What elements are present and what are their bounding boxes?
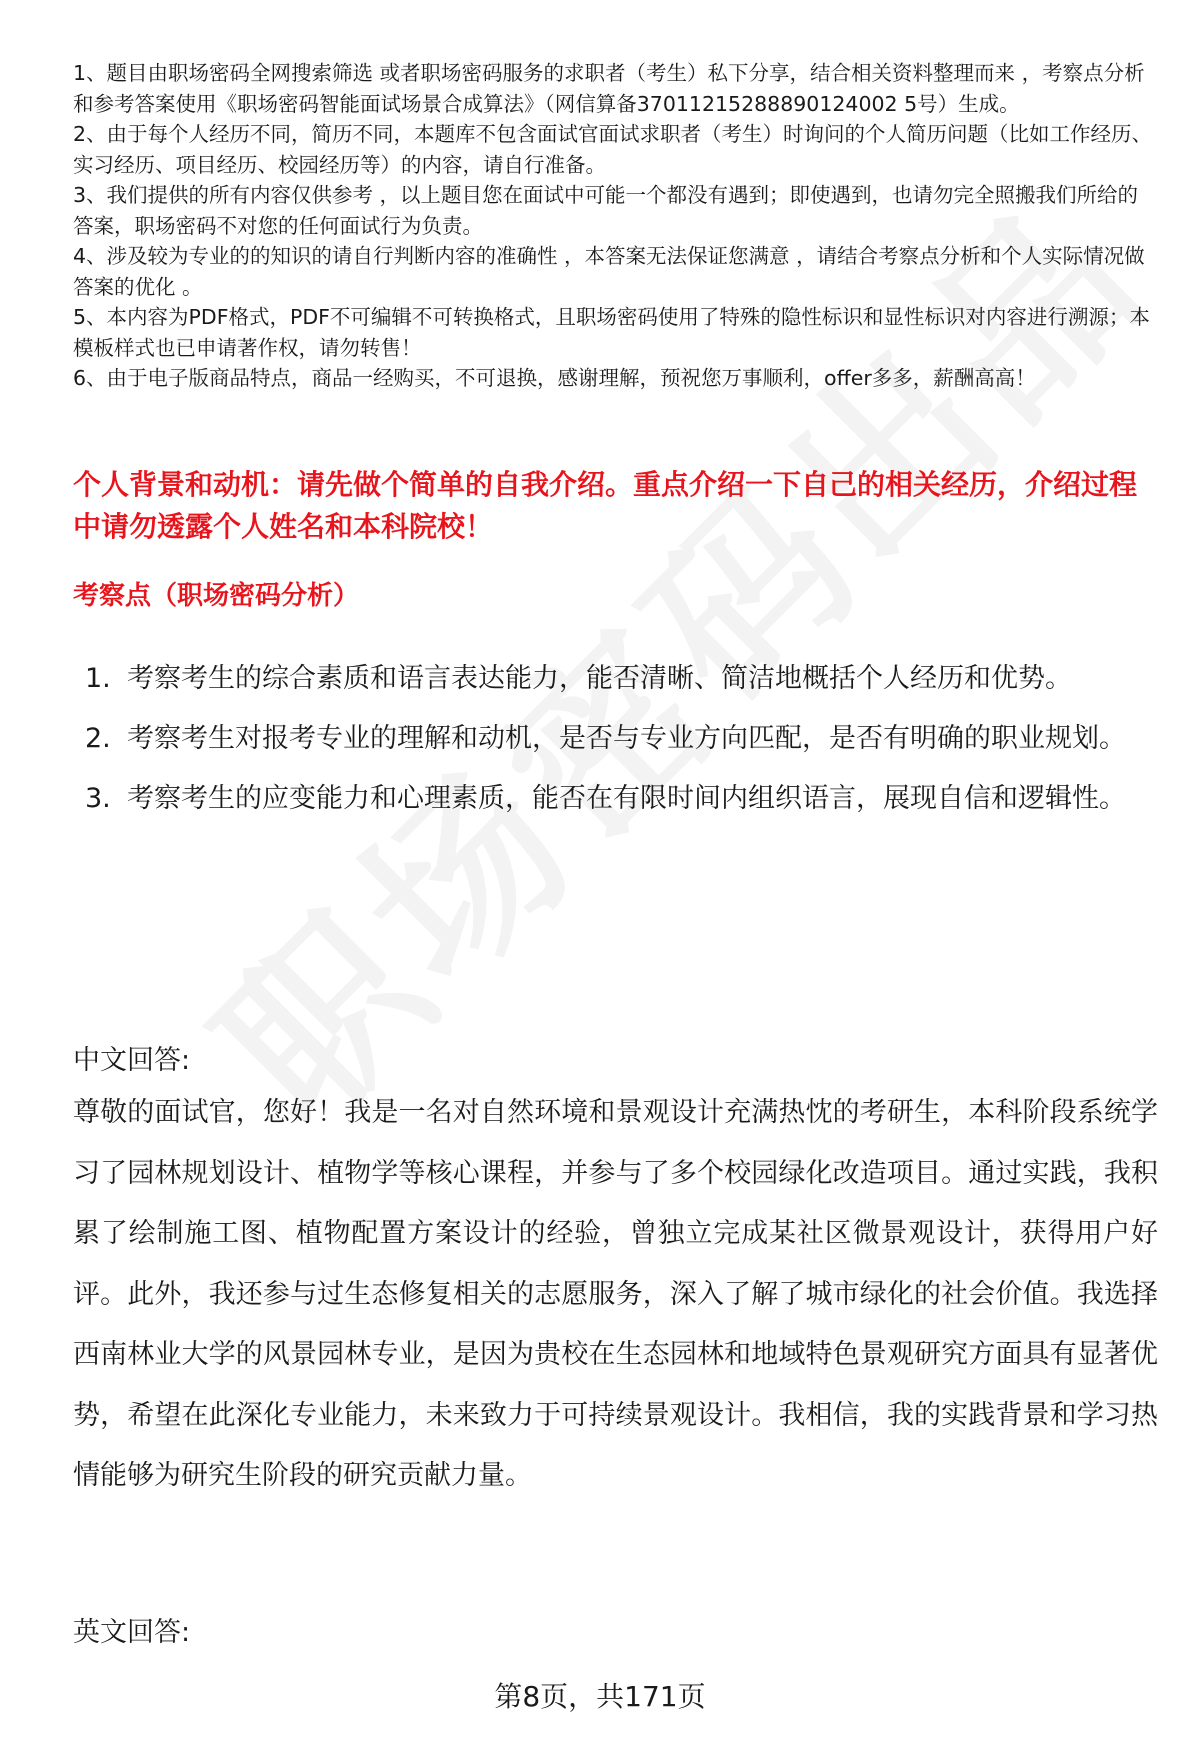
list-item — [73, 709, 1153, 769]
list-text: 考察考生的综合素质和语言表达能力，能否清晰、简洁地概括个人经历和优势。 — [127, 663, 1072, 694]
interview-question: 个人背景和动机：请先做个简单的自我介绍。重点介绍一下自己的相关经历，介绍过程中请勿透露个人姓名和本科院校！ — [73, 468, 1138, 543]
analysis-title: 考察点（职场密码分析） — [73, 581, 360, 611]
chinese-answer: 尊敬的面试官，您好！我是一名对自然环境和景观设计充满热忱的考研生，本科阶段系统学习了园林规划设计、植物学等核心课程，并参与了多个校园绿化改造项目。通过实践，我积累了绘制施工图、植物配置方案设计的经验，曾独立完成某社区微景观设计，获得用户好评。此外，我还参与过生态修复相关的志愿服务，深入了解了城市绿化的社会价值。我选择西南林业大学的风景园林专业，是因为贵校在生态园林和地域特色景观研究方面具有显著优势，希望在此深化专业能力，未来致力于可持续景观设计。我相信，我的实践背景和学习热情能够为研究生阶段的研究贡献力量。 — [73, 1097, 1158, 1491]
list-number: 3. — [85, 783, 111, 814]
english-answer-label: 英文回答: — [73, 1617, 191, 1648]
page-number: 第8页，共171页 — [494, 1680, 706, 1713]
notice-item: 5、本内容为PDF格式，PDF不可编辑不可转换格式，且职场密码使用了特殊的隐性标识和显性标识对内容进行溯源；本模板样式也已申请著作权，请勿转售！ — [73, 305, 1150, 360]
list-number: 1. — [85, 663, 111, 694]
analysis-list — [73, 649, 1153, 829]
chinese-answer-label: 中文回答: — [73, 1045, 191, 1076]
notice-item: 1、题目由职场密码全网搜索筛选 或者职场密码服务的求职者（考生）私下分享，结合相关资料整理而来 ，考察点分析和参考答案使用《职场密码智能面试场景合成算法》（网信算备37011215288890124002 5号）生成。 — [73, 61, 1145, 116]
notice-item: 4、涉及较为专业的的知识的请自行判断内容的准确性 ，本答案无法保证您满意 ，请结合考察点分析和个人实际情况做答案的优化 。 — [73, 244, 1145, 299]
notice-item: 2、由于每个人经历不同，简历不同，本题库不包含面试官面试求职者（考生）时询问的个人简历问题（比如工作经历、实习经历、项目经历、校园经历等）的内容，请自行准备。 — [73, 122, 1153, 177]
list-item — [73, 769, 1153, 829]
notice-list — [73, 58, 1158, 394]
notice-item: 3、我们提供的所有内容仅供参考 ，以上题目您在面试中可能一个都没有遇到；即使遇到，也请勿完全照搬我们所给的答案，职场密码不对您的任何面试行为负责。 — [73, 183, 1139, 238]
notice-item: 6、由于电子版商品特点，商品一经购买，不可退换，感谢理解，预祝您万事顺利，offer多多，薪酬高高！ — [73, 366, 1036, 390]
list-text: 考察考生的应变能力和心理素质，能否在有限时间内组织语言，展现自信和逻辑性。 — [127, 783, 1126, 814]
list-number: 2. — [85, 723, 111, 754]
list-item — [73, 649, 1153, 709]
list-text: 考察考生对报考专业的理解和动机，是否与专业方向匹配，是否有明确的职业规划。 — [127, 723, 1126, 754]
